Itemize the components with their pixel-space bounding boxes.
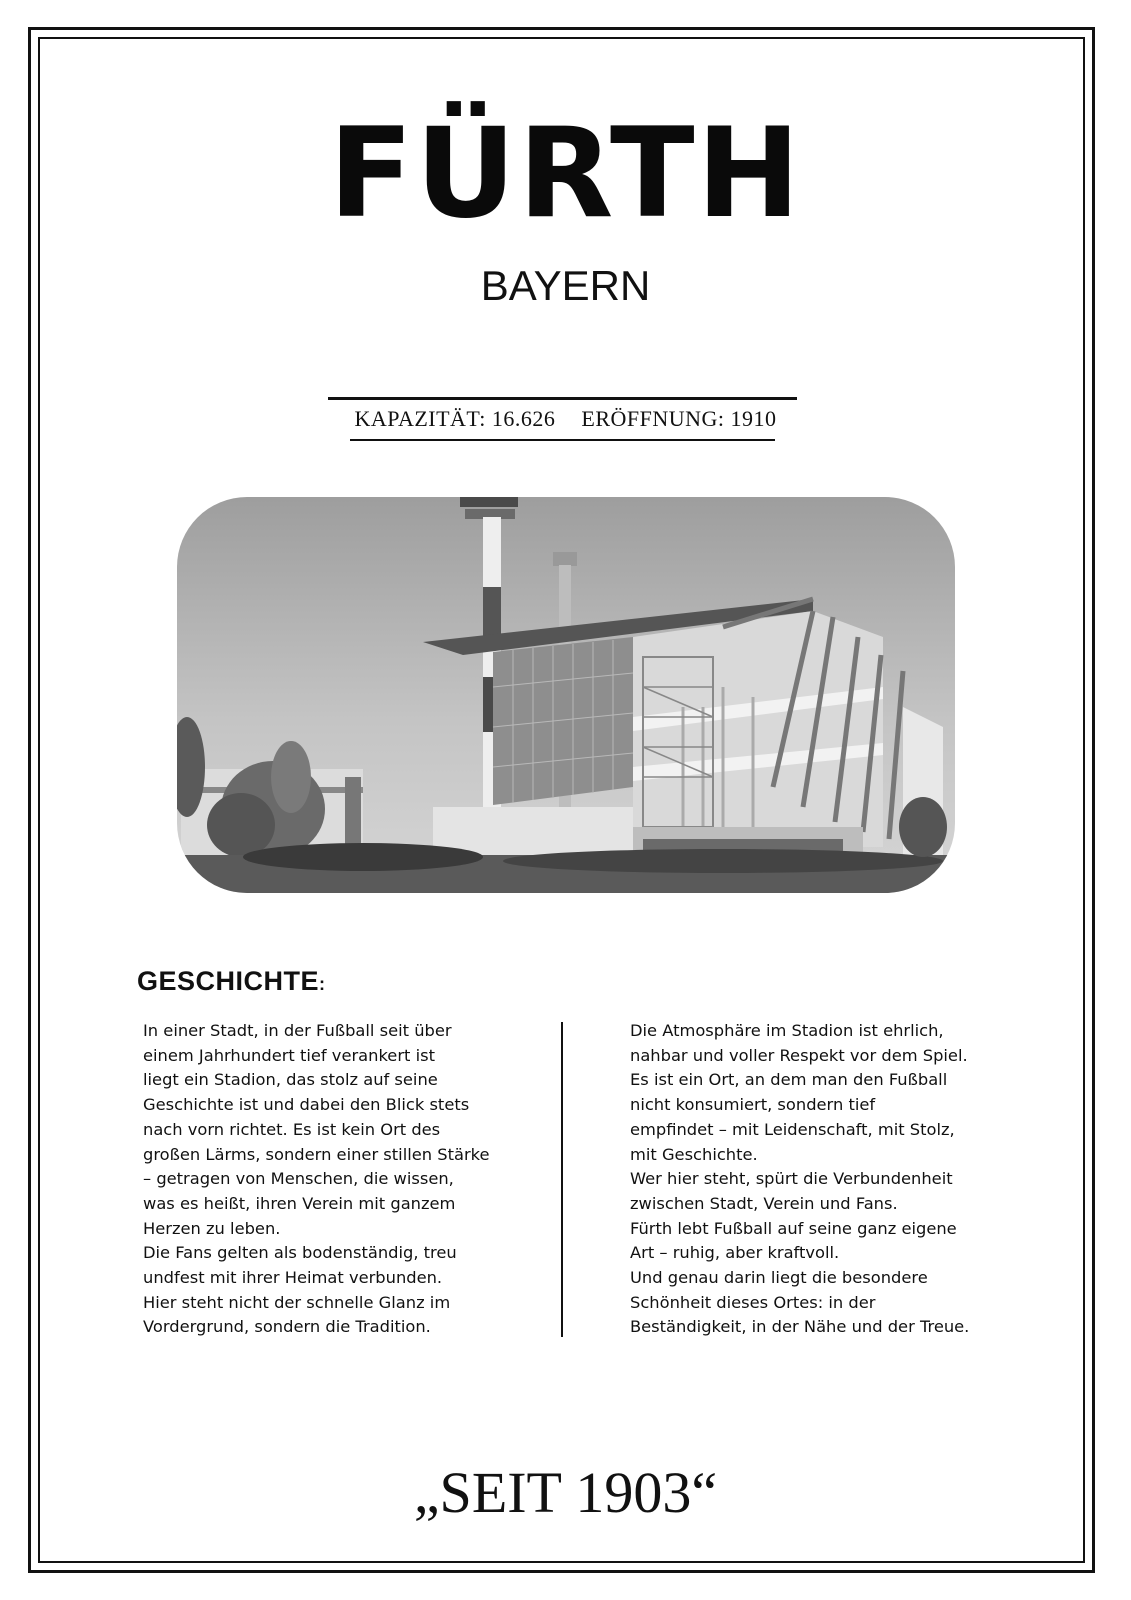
history-line: einem Jahrhundert tief verankert ist	[143, 1045, 435, 1065]
opening-label: ERÖFFNUNG: 1910	[581, 406, 777, 431]
history-line: großen Lärms, sondern einer stillen Stärke	[143, 1144, 490, 1164]
history-line: zwischen Stadt, Verein und Fans.	[630, 1193, 898, 1213]
history-column-left	[143, 1019, 513, 1340]
history-line: Hier steht nicht der schnelle Glanz im	[143, 1292, 451, 1312]
history-line: Und genau darin liegt die besondere	[630, 1268, 928, 1288]
capacity-label: KAPAZITÄT: 16.626	[354, 406, 556, 431]
history-line: nach vorn richtet. Es ist kein Ort des	[143, 1119, 441, 1139]
history-line: Vordergrund, sondern die Tradition.	[143, 1317, 431, 1337]
history-line: In einer Stadt, in der Fußball seit über	[143, 1021, 452, 1040]
history-line: liegt ein Stadion, das stolz auf seine	[143, 1070, 438, 1090]
history-line: Es ist ein Ort, an dem man den Fußball	[630, 1070, 948, 1090]
info-rule-top	[328, 397, 797, 400]
history-line: empfindet – mit Leidenschaft, mit Stolz,	[630, 1119, 955, 1139]
stadium-photo	[163, 487, 969, 911]
stadium-info	[0, 406, 1131, 432]
history-column-right	[630, 1019, 1000, 1340]
column-divider	[561, 1022, 563, 1337]
history-line: – getragen von Menschen, die wissen,	[143, 1169, 454, 1189]
info-rule-bottom	[350, 439, 775, 441]
history-line: nahbar und voller Respekt vor dem Spiel.	[630, 1045, 968, 1065]
history-line: Schönheit dieses Ortes: in der	[630, 1292, 876, 1312]
history-line: Die Fans gelten als bodenständig, treu	[143, 1243, 457, 1263]
history-line: Fürth lebt Fußball auf seine ganz eigene	[630, 1218, 957, 1238]
history-line: was es heißt, ihren Verein mit ganzem	[143, 1193, 456, 1213]
history-line: undfest mit ihrer Heimat verbunden.	[143, 1268, 443, 1288]
section-heading	[137, 966, 326, 997]
history-line: Art – ruhig, aber kraftvoll.	[630, 1243, 840, 1263]
city-title: FÜRTH	[328, 102, 803, 246]
history-line: Beständigkeit, in der Nähe und der Treue.	[630, 1317, 970, 1337]
history-line: Wer hier steht, spürt die Verbundenheit	[630, 1169, 953, 1189]
region-subtitle: BAYERN	[480, 262, 651, 309]
history-line: mit Geschichte.	[630, 1144, 758, 1164]
history-line: Herzen zu leben.	[143, 1218, 281, 1238]
history-line: nicht konsumiert, sondern tief	[630, 1095, 876, 1115]
history-line: Geschichte ist und dabei den Blick stets	[143, 1095, 470, 1115]
section-heading-text: GESCHICHTE	[137, 966, 320, 996]
section-heading-colon: :	[319, 974, 326, 994]
history-line: Die Atmosphäre im Stadion ist ehrlich,	[630, 1021, 944, 1040]
motto: „SEIT 1903“	[413, 1460, 718, 1525]
